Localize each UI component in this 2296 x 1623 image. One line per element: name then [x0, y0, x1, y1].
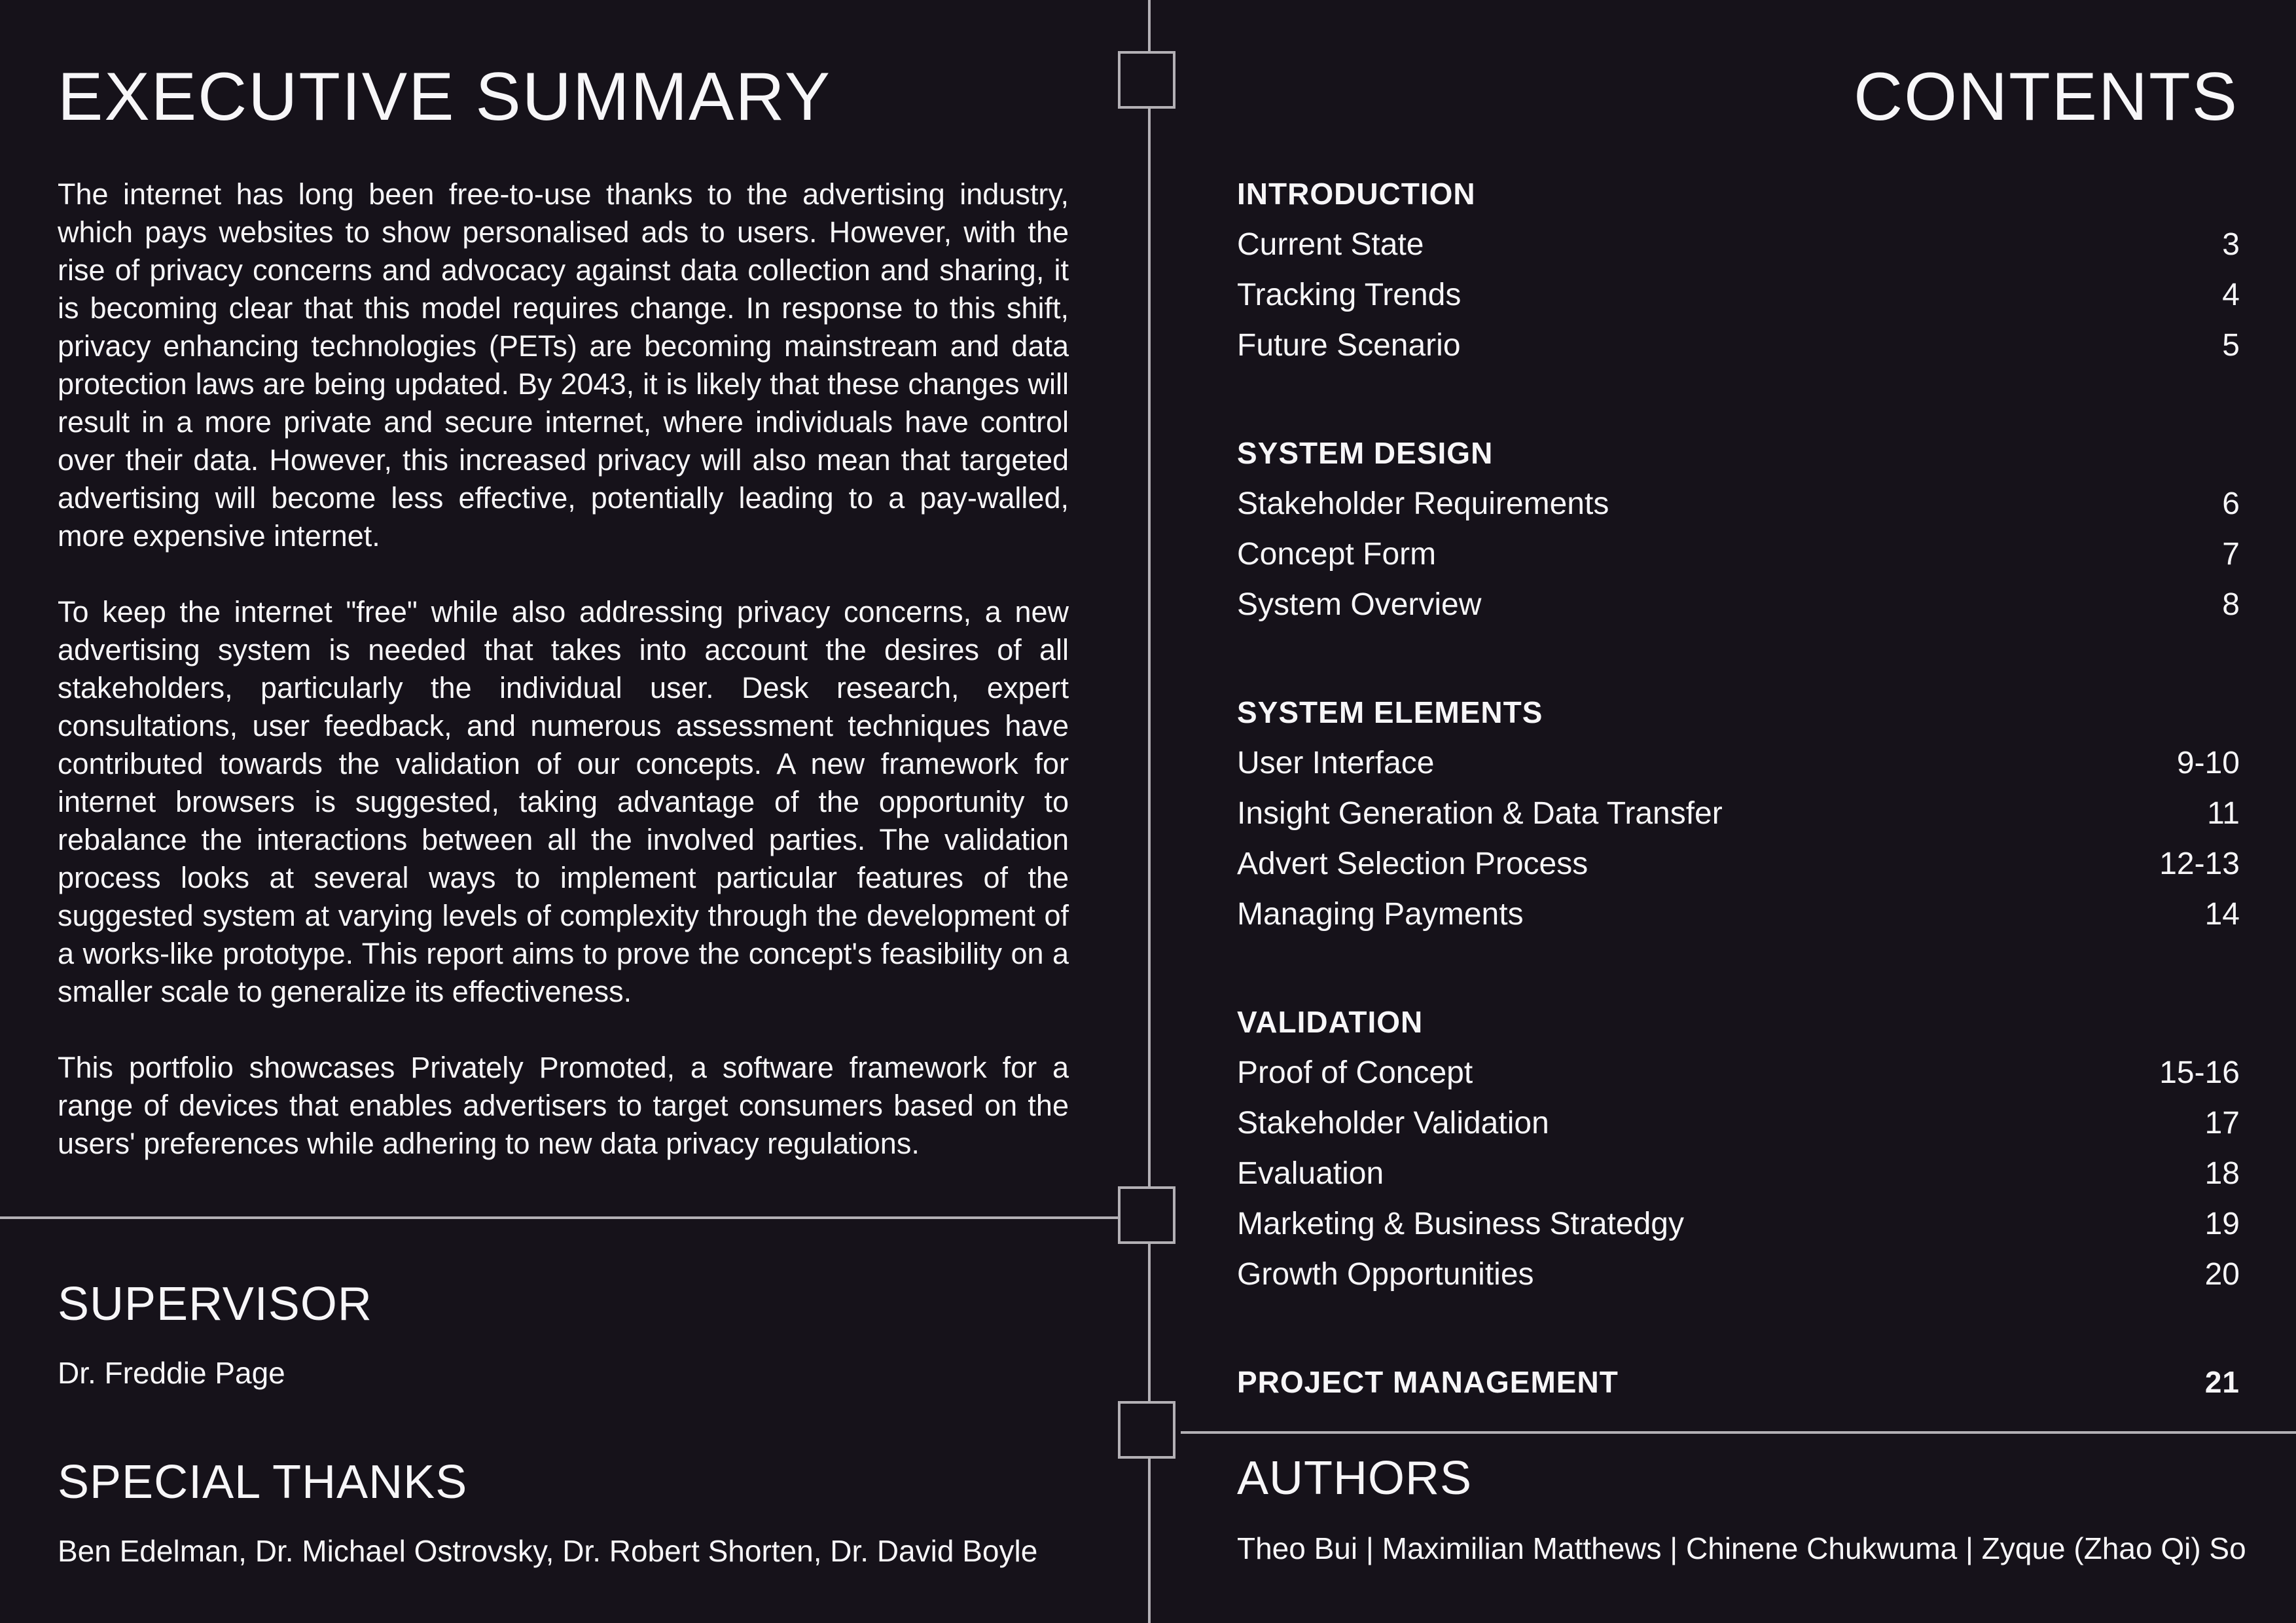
toc-entry [1237, 1098, 2240, 1148]
toc-section-system-elements [1237, 687, 2240, 939]
toc-entry-label: Advert Selection Process [1237, 847, 1588, 881]
toc-heading-label: INTRODUCTION [1237, 177, 1476, 211]
toc-entry-label: Proof of Concept [1237, 1055, 1473, 1090]
table-of-contents [1237, 169, 2240, 1465]
toc-section-heading [1237, 428, 2240, 479]
toc-entry [1237, 839, 2240, 889]
special-thanks-names: Ben Edelman, Dr. Michael Ostrovsky, Dr. Robert Shorten, Dr. David Boyle [58, 1534, 1038, 1568]
toc-entry [1237, 788, 2240, 839]
toc-section-project-management [1237, 1357, 2240, 1408]
toc-entry-label: Concept Form [1237, 537, 1437, 572]
toc-section-system-design [1237, 428, 2240, 630]
toc-entry-label: Managing Payments [1237, 897, 1524, 932]
toc-section-introduction [1237, 169, 2240, 371]
supervisor-name: Dr. Freddie Page [58, 1356, 285, 1390]
executive-summary-body [58, 175, 1069, 1201]
toc-entry [1237, 1199, 2240, 1249]
summary-paragraph-2: To keep the internet "free" while also addressing privacy concerns, a new advertising system is needed that takes into account the desires of all stakeholders, particularly the individual user. Desk research, expert consultations, user feedback, and numerous assessment techniques have contributed towards the validation of our concepts. A new framework for internet browsers is suggested, taking advantage of the opportunity to rebalance the interactions between all the involved parties. The validation process looks at several ways to implement particular features of the suggested system at varying levels of complexity through the development of a works-like prototype. This report aims to prove the concept's feasibility on a smaller scale to generalize its effectiveness. [58, 595, 1069, 1008]
crop-mark-square-top [1118, 51, 1175, 109]
toc-entry-label: Insight Generation & Data Transfer [1237, 796, 1723, 831]
crop-mark-square-middle [1118, 1186, 1175, 1244]
toc-entry-page: 11 [2207, 796, 2240, 831]
left-divider-line [0, 1216, 1118, 1219]
toc-entry-page: 8 [2222, 587, 2240, 622]
toc-section-validation [1237, 997, 2240, 1300]
toc-heading-label: PROJECT MANAGEMENT [1237, 1365, 1619, 1399]
toc-entry [1237, 1249, 2240, 1300]
toc-entry [1237, 479, 2240, 529]
toc-section-heading [1237, 687, 2240, 738]
summary-paragraph-1: The internet has long been free-to-use thanks to the advertising industry, which pays websites to show personalised ads to users. However, with the rise of privacy concerns and advocacy against data collection and sharing, it is becoming clear that this model requires change. In response to this shift, privacy enhancing technologies (PETs) are becoming mainstream and data protection laws are being updated. By 2043, it is likely that these changes will result in a more private and secure internet, where individuals have control over their data. However, this increased privacy will also mean that targeted advertising will become less effective, potentially leading to a pay-walled, more expensive internet. [58, 177, 1069, 553]
toc-entry [1237, 529, 2240, 579]
toc-entry-label: Growth Opportunities [1237, 1257, 1534, 1292]
toc-entry-page: 7 [2222, 537, 2240, 572]
special-thanks-section [58, 1456, 1038, 1569]
toc-entry [1237, 270, 2240, 320]
toc-entry-label: Tracking Trends [1237, 278, 1462, 312]
toc-entry-page: 21 [2204, 1365, 2240, 1399]
toc-entry-label: Current State [1237, 227, 1424, 262]
toc-entry-label: Future Scenario [1237, 328, 1461, 363]
right-divider-line [1181, 1431, 2296, 1434]
toc-entry-page: 18 [2204, 1156, 2240, 1191]
toc-entry-page: 12-13 [2159, 847, 2240, 881]
toc-heading-label: SYSTEM ELEMENTS [1237, 695, 1543, 729]
toc-entry-page: 5 [2222, 328, 2240, 363]
summary-paragraph-3: This portfolio showcases Privately Promoted, a software framework for a range of devices that enables advertisers to target consumers based on the users' preferences while adhering to new data privacy regulations. [58, 1051, 1069, 1160]
toc-entry-label: User Interface [1237, 746, 1435, 780]
toc-entry-page: 17 [2204, 1106, 2240, 1140]
toc-entry-label: Marketing & Business Stratedgy [1237, 1207, 1684, 1241]
toc-entry-page: 9-10 [2176, 746, 2240, 780]
toc-entry-label: Evaluation [1237, 1156, 1384, 1191]
contents-title: CONTENTS [1854, 59, 2238, 135]
supervisor-heading: SUPERVISOR [58, 1278, 372, 1330]
supervisor-section [58, 1278, 372, 1391]
toc-entry [1237, 579, 2240, 630]
toc-entry [1237, 1048, 2240, 1098]
toc-heading-label: VALIDATION [1237, 1005, 1424, 1039]
special-thanks-heading: SPECIAL THANKS [58, 1456, 468, 1508]
toc-entry-page: 14 [2204, 897, 2240, 932]
crop-mark-square-bottom [1118, 1401, 1175, 1459]
toc-entry-page: 20 [2204, 1257, 2240, 1292]
toc-entry-page: 4 [2222, 278, 2240, 312]
center-vertical-rule [1148, 0, 1151, 1623]
authors-section [1237, 1452, 2246, 1567]
toc-section-heading [1237, 1357, 2240, 1408]
toc-entry-page: 6 [2222, 486, 2240, 521]
authors-heading: AUTHORS [1237, 1452, 1473, 1504]
toc-entry-label: System Overview [1237, 587, 1482, 622]
toc-entry [1237, 1148, 2240, 1199]
toc-entry-page: 15-16 [2159, 1055, 2240, 1090]
authors-names: Theo Bui | Maximilian Matthews | Chinene Chukwuma | Zyque (Zhao Qi) So [1237, 1531, 2246, 1565]
toc-entry [1237, 889, 2240, 939]
executive-summary-title: EXECUTIVE SUMMARY [58, 59, 832, 135]
toc-entry-label: Stakeholder Validation [1237, 1106, 1549, 1140]
toc-section-heading [1237, 169, 2240, 219]
toc-entry [1237, 320, 2240, 371]
toc-entry-label: Stakeholder Requirements [1237, 486, 1609, 521]
toc-section-heading [1237, 997, 2240, 1048]
toc-entry-page: 19 [2204, 1207, 2240, 1241]
toc-entry [1237, 219, 2240, 270]
toc-heading-label: SYSTEM DESIGN [1237, 436, 1494, 470]
toc-entry-page: 3 [2222, 227, 2240, 262]
toc-entry [1237, 738, 2240, 788]
